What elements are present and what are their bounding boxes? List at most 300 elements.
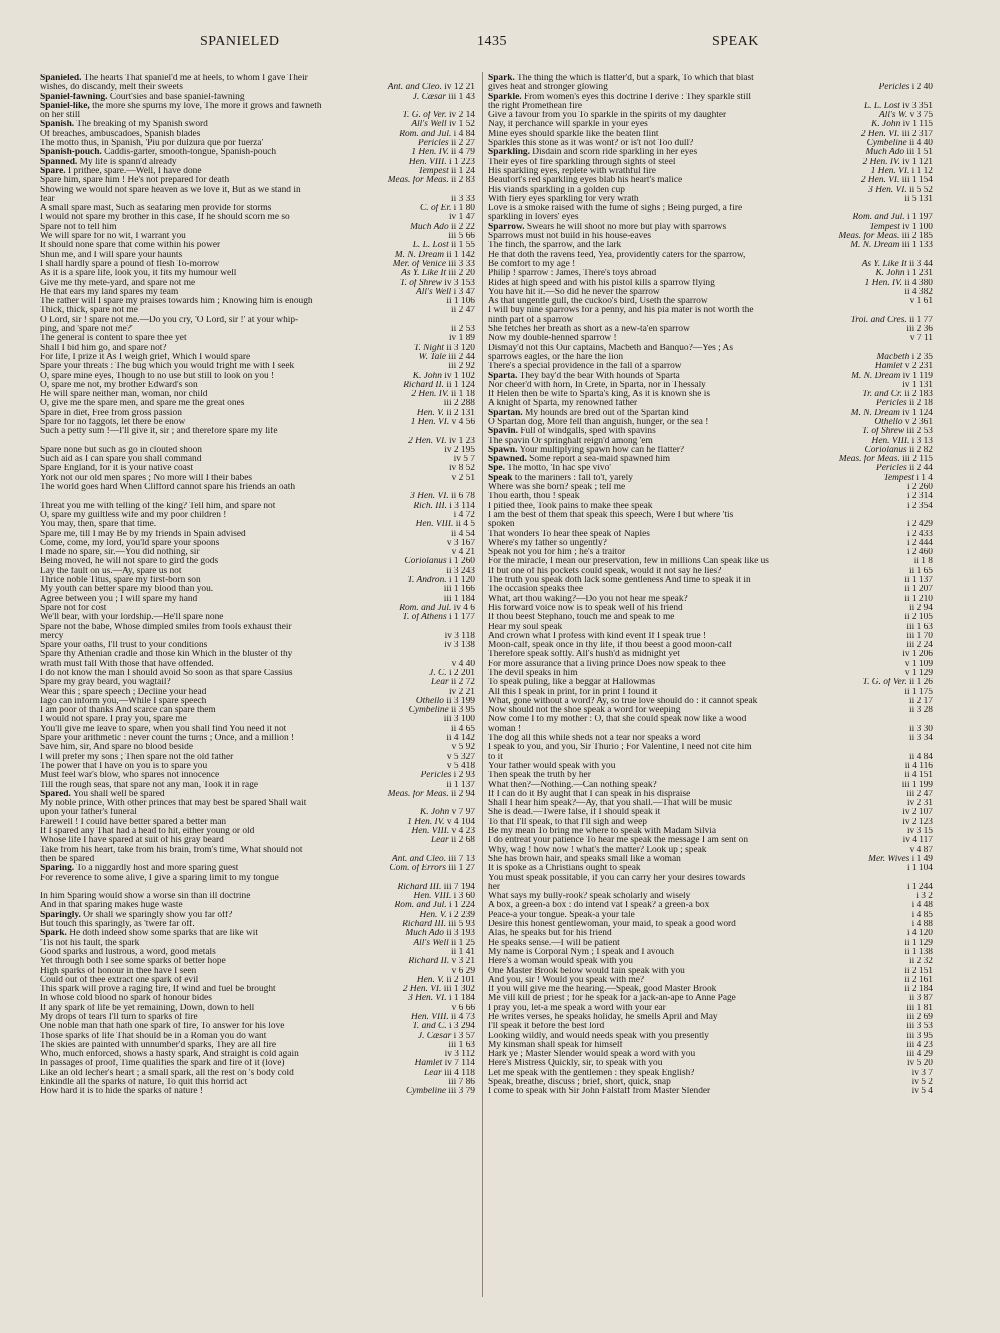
concordance-line [40,623,475,632]
quote: High sparks of honour in thee have I seen [40,966,197,976]
citation [357,372,475,381]
citation [357,213,475,222]
work-title: 3 Hen. VI. [410,492,449,502]
quotation-text [488,334,815,343]
act-scene-line: v 2 361 [904,417,933,427]
citation [357,734,475,743]
quote: Let me speak with the gentlemen : they speak English? [488,1068,695,1078]
act-scene-line: iv 7 114 [444,1059,475,1069]
quote: My kinsman shall speak for himself [488,1040,623,1050]
quote: Good sparks and lustrous, a word, good metals [40,947,216,957]
concordance-line [40,585,475,594]
quotation-text [40,520,357,529]
act-scene-line: ii 2 94 [451,789,475,799]
act-scene-line: iv 5 2 [911,1078,933,1088]
work-title: Tr. and Cr. [862,390,902,400]
quote: to it [488,752,503,762]
act-scene-line: iii 7 13 [448,854,475,864]
concordance-line [488,502,933,511]
citation [815,688,933,697]
act-scene-line: ii 1 207 [904,585,933,595]
act-scene-line: ii 4 84 [909,752,933,762]
citation [815,678,933,687]
act-scene-line: ii 1 65 [909,566,933,576]
act-scene-line: i 1 231 [906,269,933,279]
quotation-text [488,781,815,790]
act-scene-line: ii 1 210 [904,594,933,604]
quotation-text [488,874,815,883]
quotation-text [488,251,815,260]
act-scene-line: ii 2 105 [904,613,933,623]
work-title: Much Ado [410,222,449,232]
quotation-text [40,502,357,511]
act-scene-line: ii 2 184 [904,985,933,995]
citation [815,158,933,167]
concordance-line [40,130,475,139]
quote: The truth you speak doth lack some gentleness And time to speak it in [488,576,751,586]
concordance-line [40,325,475,334]
citation [357,539,475,548]
quotation-text [488,967,815,976]
quotation-text [488,158,815,167]
work-title: 1 Hen. VI. [410,417,450,427]
quotation-text [488,120,815,129]
citation [357,120,475,129]
citation [357,660,475,669]
quote: A knight of Sparta, my renowned father [488,399,638,409]
act-scene-line: ii 3 28 [909,706,933,716]
act-scene-line: iii 7 194 [443,882,475,892]
citation [815,808,933,817]
act-scene-line: ii 3 33 [451,194,475,204]
act-scene-line: iii 2 53 [906,427,933,437]
work-title: 1 Hen. IV. [411,148,449,158]
quote: I pitied thee, Took pains to make thee speak [488,501,653,511]
quotation-text [40,390,357,399]
quotation-text [40,585,357,594]
concordance-line [488,130,933,139]
act-scene-line: iv 1 47 [448,213,475,223]
act-scene-line: iii 2 288 [443,399,475,409]
act-scene-line: iii 2 185 [901,232,933,242]
citation [815,920,933,929]
citation [815,753,933,762]
citation [815,957,933,966]
quote: Where was she born? speak ; tell me [488,483,626,493]
citation [815,213,933,222]
work-title: 2 Hen. VI. [860,129,900,139]
act-scene-line: ii 2 94 [909,603,933,613]
quote: Looking wildly, and would needs speak with you presently [488,1031,709,1041]
citation [815,557,933,566]
quote: What, art thou waking?—Do you not hear me speak? [488,594,688,604]
concordance-line [488,530,933,539]
citation [357,511,475,520]
act-scene-line: v 3 21 [451,957,475,967]
concordance-line [488,418,933,427]
quote: All this I speak in print, for in print I found it [488,687,658,697]
quotation-text [40,344,357,353]
quotation-text [40,74,357,83]
citation [357,344,475,353]
quote: Nor cheer'd with horn, In Crete, in Sparta, nor in Thessaly [488,380,706,390]
citation [815,502,933,511]
act-scene-line: ii 4 142 [446,734,475,744]
quotation-text [40,223,357,232]
citation [357,725,475,734]
citation [815,855,933,864]
citation [357,464,475,473]
citation [815,985,933,994]
quote: She is dead.—Twere false, if I should speak it [488,808,661,818]
quotation-text [488,706,815,715]
concordance-line [40,539,475,548]
quotation-text [40,213,357,222]
headword: Spared. [40,789,71,799]
citation [815,148,933,157]
act-scene-line: i 1 177 [448,613,475,623]
quote: His sparkling eyes, replete with wrathful fire [488,166,656,176]
concordance-line [488,715,933,724]
quote: The skies are painted with unnumber'd sparks, They are all fire [40,1040,277,1050]
concordance-line [488,1032,933,1041]
quote: The general is content to spare thee yet [40,334,187,344]
citation [815,139,933,148]
concordance-line [488,669,933,678]
citation [815,771,933,780]
quotation-text [40,446,357,455]
work-title: Hen. VIII. [413,892,452,902]
concordance-line [40,771,475,780]
concordance-line [40,399,475,408]
act-scene-line: ii 2 72 [451,678,475,688]
quotation-text [488,948,815,957]
quote: The rather will I spare my praises towards him ; Knowing him is enough [40,297,313,307]
work-title: K. John [412,371,442,381]
quotation-text [40,892,357,901]
act-scene-line: iii 2 69 [906,1012,933,1022]
concordance-line [488,799,933,808]
quote: Such aid as I can spare you shall command [40,455,202,465]
quotation-text [488,604,815,613]
quotation-text [488,446,815,455]
quote: I'll speak it before the best lord [488,1022,605,1032]
work-title: Hen. V. [416,975,444,985]
act-scene-line: iv 2 123 [902,817,933,827]
act-scene-line: iv 1 124 [902,408,933,418]
quotation-text [488,846,815,855]
quote: upon your father's funeral [40,808,137,818]
act-scene-line: iv 1 115 [902,120,933,130]
quote: Nay, it perchance will sparkle in your eyes [488,120,648,130]
concordance-line [488,269,933,278]
quotation-text [488,83,815,92]
citation [815,334,933,343]
quotation-text [40,167,357,176]
concordance-line [488,446,933,455]
act-scene-line: ii 4 116 [904,761,933,771]
citation [357,911,475,920]
quotation-text [40,623,357,632]
work-title: Macbeth [876,352,910,362]
concordance-line [488,511,933,520]
quote: Their eyes of fire sparkling through sights of steel [488,157,676,167]
quote: Shun me, and I will spare your haunts [40,250,183,260]
concordance-line [488,316,933,325]
act-scene-line: v 4 23 [451,827,475,837]
quote: To a niggardly host and more sparing guest [76,864,239,874]
quote: Spare in diet, Free from gross passion [40,408,182,418]
quotation-text [488,771,815,780]
act-scene-line: i 1 224 [448,901,475,911]
work-title: Com. of Errors [389,864,447,874]
quotation-text [488,632,815,641]
concordance-line [40,362,475,371]
citation [815,437,933,446]
citation [815,111,933,120]
quote: She fetches her breath as short as a new-ta'en sparrow [488,325,690,335]
quote: Spare not for cost [40,603,107,613]
quote: Enkindle all the sparks of nature, To quit this horrid act [40,1078,248,1088]
citation [357,715,475,724]
act-scene-line: ii 2 83 [451,176,475,186]
citation [357,1050,475,1059]
quotation-text [488,260,815,269]
citation [815,911,933,920]
quotation-text [488,492,815,501]
act-scene-line: iv 1 121 [902,157,933,167]
act-scene-line: iii 1 51 [906,148,933,158]
quote: sparrows eagles, or the hare the lion [488,352,624,362]
quotation-text [488,464,815,473]
quotation-text [40,1050,357,1059]
quotation-text [488,1059,815,1068]
citation [357,409,475,418]
quote: Spare not to tell him [40,222,117,232]
concordance-line [40,437,475,446]
work-title: All's W. [878,111,908,121]
concordance-line [488,186,933,195]
act-scene-line: iii 4 29 [906,1050,933,1060]
quotation-text [40,781,357,790]
citation [357,595,475,604]
work-title: Hen. VIII. [410,1012,449,1022]
quote: Peace-a your tongue. Speak-a your tale [488,910,635,920]
citation [357,223,475,232]
headword: Spanish. [40,120,75,130]
quote: sparkling in lovers' eyes [488,213,579,223]
concordance-line [488,1013,933,1022]
concordance-line [488,204,933,213]
quotation-text [488,502,815,511]
act-scene-line: i 2 444 [906,538,933,548]
concordance-line [40,753,475,762]
citation [357,83,475,92]
concordance-line [40,186,475,195]
citation [357,158,475,167]
concordance-line [40,715,475,724]
concordance-line [40,260,475,269]
quote: mercy [40,631,64,641]
quotation-text [40,567,357,576]
citation [815,1032,933,1041]
work-title: M. N. Dream [850,241,900,251]
work-title: 2 Hen. IV. [862,157,900,167]
quote: Like an old lecher's heart ; a small spark, all the rest on 's body cold [40,1068,294,1078]
concordance-line [40,390,475,399]
quotation-text [488,660,815,669]
quotation-text [488,957,815,966]
work-title: Coriolanus [864,445,907,455]
quote: The dog all this while sheds not a tear nor speaks a word [488,734,701,744]
quotation-text [40,836,357,845]
concordance-line [40,288,475,297]
quote: Showing we would not spare heaven as we love it, But as we stand in [40,185,301,195]
act-scene-line: v 1 109 [904,659,933,669]
quote: Thou earth, thou ! speak [488,492,580,502]
citation [357,530,475,539]
act-scene-line: ii 2 47 [451,306,475,316]
quotation-text [488,725,815,734]
citation [357,251,475,260]
concordance-line [488,855,933,864]
quote: Philip ! sparrow : James, There's toys abroad [488,269,657,279]
concordance-line [488,111,933,120]
quote: His viands sparkling in a golden cup [488,185,625,195]
concordance-line [488,176,933,185]
quote: In passages of proof, Time qualifies the spark and fire of it (love) [40,1059,285,1069]
quote: My drops of tears I'll turn to sparks of fire [40,1012,198,1022]
act-scene-line: i 1 4 [916,473,933,483]
quote: Full of windgalls, sped with spavins [520,427,656,437]
quote: If I spared any That had a head to hit, either young or old [40,827,255,837]
quotation-text [488,195,815,204]
quote: One noble man that hath one spark of fire, To answer for his love [40,1022,285,1032]
work-title: 2 Hen. VI. [408,436,447,446]
quotation-text [40,827,357,836]
work-title: Lear [430,836,449,846]
concordance-line [488,706,933,715]
quotation-text [488,688,815,697]
work-title: 2 Hen. VI. [402,985,442,995]
act-scene-line: i 2 93 [453,771,475,781]
act-scene-line: i 1 12 [911,166,933,176]
act-scene-line: ii 2 53 [451,325,475,335]
quotation-text [488,808,815,817]
act-scene-line: ii 2 27 [451,139,475,149]
citation [815,827,933,836]
citation [815,223,933,232]
quote: ping, and 'spare not me?' [40,325,133,335]
concordance-line [488,139,933,148]
quote: In whose cold blood no spark of honour bides [40,994,212,1004]
citation [357,241,475,250]
quote: Disdain and scorn ride sparkling in her eyes [532,148,698,158]
quotation-text [488,316,815,325]
act-scene-line: ii 2 151 [904,966,933,976]
headword: Sparrow. [488,222,525,232]
work-title: L. L. Lost [412,241,449,251]
citation [357,325,475,334]
headword: Sparta. [488,371,518,381]
act-scene-line: iv 5 4 [911,1087,933,1097]
quote: Then speak the truth by her [488,771,591,781]
citation [357,781,475,790]
concordance-line [40,427,475,436]
concordance-line [40,660,475,669]
quote: From women's eyes this doctrine I derive : They sparkle still [523,92,751,102]
concordance-line [488,195,933,204]
concordance-line [488,650,933,659]
concordance-line [488,790,933,799]
quote: Being moved, he will not spare to gird the gods [40,557,219,567]
act-scene-line: i 2 35 [911,352,933,362]
citation [815,706,933,715]
citation [815,316,933,325]
concordance-line [488,74,933,83]
quotation-text [40,381,357,390]
page-number: 1435 [477,34,507,49]
concordance-line [488,901,933,910]
citation [815,1041,933,1050]
work-title: Lear [424,1068,442,1078]
quote: Spare none but such as go in clouted shoon [40,445,202,455]
quotation-text [40,120,357,129]
citation [357,390,475,399]
concordance-line [488,1050,933,1059]
concordance-line [488,241,933,250]
quotation-text [488,437,815,446]
quotation-text [40,83,357,92]
citation [357,1013,475,1022]
quotation-text [40,911,357,920]
concordance-line [40,306,475,315]
quote: wrath must fall With those that have offended. [40,659,214,669]
quotation-text [488,1087,815,1096]
concordance-line [40,120,475,129]
quotation-text [488,669,815,678]
act-scene-line: ii 1 18 [451,390,475,400]
citation [815,399,933,408]
work-title: W. Tale [418,352,447,362]
quotation-text [40,1032,357,1041]
act-scene-line: iv 1 119 [902,371,933,381]
act-scene-line: iv 1 52 [448,120,475,130]
quotation-text [40,855,357,864]
concordance-line [40,846,475,855]
quote: O, spare my guiltless wife and my poor children ! [40,510,227,520]
quote: Your multiplying spawn how can he flatter? [519,445,685,455]
act-scene-line: iii 1 81 [906,1003,933,1013]
concordance-line [40,827,475,836]
quotation-text [40,985,357,994]
act-scene-line: v 7 11 [909,334,933,344]
quote: Must feel war's blow, who spares not innocence [40,771,220,781]
concordance-line [488,158,933,167]
quote: I do entreat your patience To hear me speak the message I am sent on [488,836,749,846]
quotation-text [488,93,815,102]
quotation-text [488,325,815,334]
citation [815,846,933,855]
act-scene-line: iv 3 351 [902,101,933,111]
act-scene-line: ii 2 183 [904,390,933,400]
quotation-text [488,1078,815,1087]
act-scene-line: ii 1 41 [451,947,475,957]
concordance-line [488,613,933,622]
quote: The motto thus, in Spanish, 'Piu por dulzura que por fuerza' [40,139,264,149]
citation [815,427,933,436]
quotation-text [40,139,357,148]
